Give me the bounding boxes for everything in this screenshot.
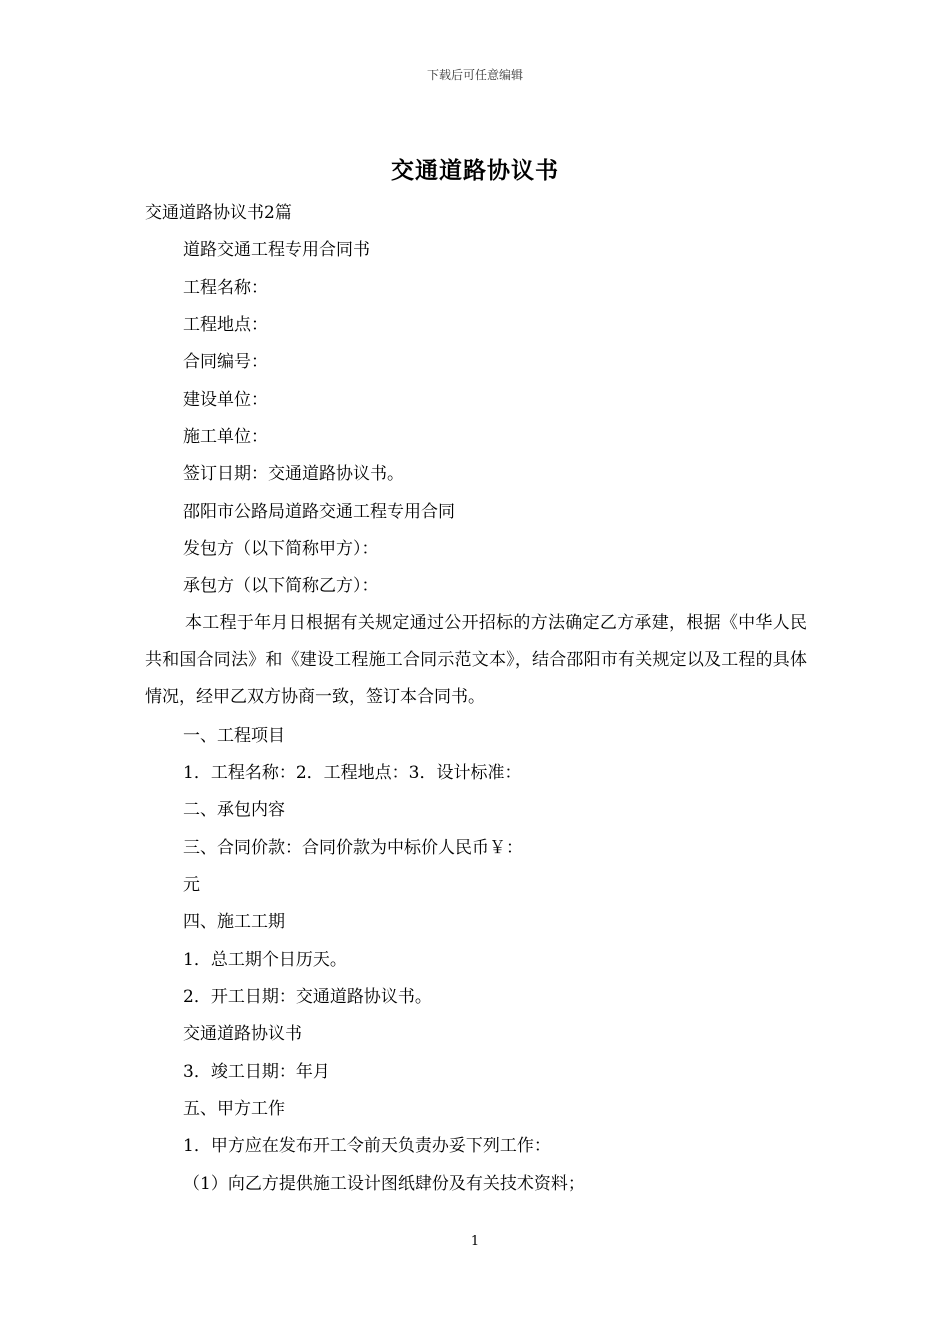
field-project-location: 工程地点： bbox=[183, 315, 268, 335]
completion-date-line: 3．竣工日期：年月 bbox=[183, 1062, 330, 1082]
field-project-name: 工程名称： bbox=[183, 278, 268, 298]
contract-subheading: 邵阳市公路局道路交通工程专用合同 bbox=[183, 502, 455, 522]
document-title: 交通道路协议书 bbox=[391, 157, 559, 184]
field-builder-unit: 施工单位： bbox=[183, 427, 268, 447]
page-number: 1 bbox=[470, 1234, 480, 1249]
party-a-duty-line: 1．甲方应在发布开工令前天负责办妥下列工作： bbox=[183, 1136, 551, 1156]
inline-title-line: 交通道路协议书 bbox=[183, 1024, 302, 1044]
section-2-heading: 二、承包内容 bbox=[183, 800, 285, 820]
field-contract-number: 合同编号： bbox=[183, 352, 268, 372]
field-signing-date: 签订日期：交通道路协议书。 bbox=[183, 464, 404, 484]
section-5-heading: 五、甲方工作 bbox=[183, 1099, 285, 1119]
document-subtitle: 交通道路协议书2篇 bbox=[145, 203, 292, 223]
intro-paragraph: 本工程于年月日根据有关规定通过公开招标的方法确定乙方承建，根据《中华人民共和国合同法》和《建设工程施工合同示范文本》，结合邵阳市有关规定以及工程的具体情况，经甲乙双方协商一致，签订本合同书。 bbox=[145, 613, 807, 707]
contract-heading: 道路交通工程专用合同书 bbox=[183, 240, 370, 260]
start-date-line: 2．开工日期：交通道路协议书。 bbox=[183, 987, 432, 1007]
party-a-duty-item-1: （1）向乙方提供施工设计图纸肆份及有关技术资料； bbox=[183, 1174, 585, 1194]
party-b-line: 承包方（以下简称乙方）： bbox=[183, 576, 379, 596]
field-construction-unit: 建设单位： bbox=[183, 390, 268, 410]
section-1-items: 1．工程名称：2．工程地点：3．设计标准： bbox=[183, 763, 522, 783]
total-duration-line: 1．总工期个日历天。 bbox=[183, 950, 347, 970]
section-4-heading: 四、施工工期 bbox=[183, 912, 285, 932]
party-a-line: 发包方（以下简称甲方）： bbox=[183, 539, 379, 559]
currency-unit-line: 元 bbox=[183, 875, 200, 895]
section-3-heading: 三、合同价款：合同价款为中标价人民币￥： bbox=[183, 838, 523, 858]
page-header: 下载后可任意编辑 bbox=[426, 68, 523, 82]
section-1-heading: 一、工程项目 bbox=[183, 726, 285, 746]
